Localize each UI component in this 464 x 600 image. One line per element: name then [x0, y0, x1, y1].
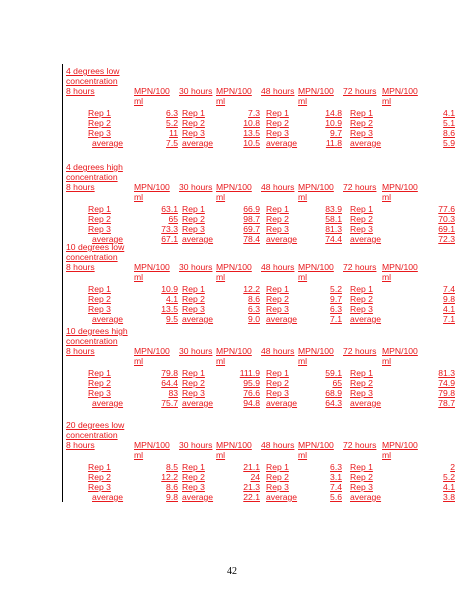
column-header-t8: 8 hours [66, 86, 95, 96]
cell-t48-rep2: 65 [332, 378, 342, 388]
row-label-rep3: Rep 3 [182, 128, 205, 138]
unit-header-bottom: ml [382, 192, 392, 202]
row-label-average: average [92, 138, 124, 148]
row-label-rep3: Rep 3 [182, 304, 205, 314]
row-label-rep1: Rep 1 [88, 284, 111, 294]
cell-t48-rep3: 81.3 [325, 224, 342, 234]
row-label-rep3: Rep 3 [88, 128, 111, 138]
cell-t48-rep3: 68.9 [325, 388, 342, 398]
unit-header-bottom: ml [298, 192, 308, 202]
column-header-t8: 8 hours [66, 440, 95, 450]
cell-t8-rep1: 79.8 [161, 368, 178, 378]
cell-t30-average: 10.5 [243, 138, 260, 148]
unit-header-top: MPN/100 [134, 86, 170, 96]
group-title-line2: concentration [66, 172, 118, 182]
row-label-average: average [182, 234, 214, 244]
unit-header-bottom: ml [298, 96, 308, 106]
cell-t8-rep2: 65 [168, 214, 178, 224]
row-label-rep3: Rep 3 [266, 304, 289, 314]
cell-t72-average: 7.1 [443, 314, 455, 324]
row-label-rep2: Rep 2 [350, 378, 373, 388]
row-label-rep1: Rep 1 [350, 108, 373, 118]
column-header-t30: 30 hours [179, 86, 213, 96]
unit-header-top: MPN/100 [298, 440, 334, 450]
cell-t30-rep1: 21.1 [243, 462, 260, 472]
row-label-average: average [350, 234, 382, 244]
column-header-t72: 72 hours [343, 86, 377, 96]
cell-t8-rep1: 63.1 [161, 204, 178, 214]
row-label-average: average [92, 492, 124, 502]
cell-t8-average: 7.5 [166, 138, 178, 148]
row-label-rep1: Rep 1 [88, 204, 111, 214]
group-title-line1: 20 degrees low [66, 420, 125, 430]
column-header-t30: 30 hours [179, 262, 213, 272]
row-label-rep3: Rep 3 [266, 388, 289, 398]
row-label-rep1: Rep 1 [266, 284, 289, 294]
row-label-rep2: Rep 2 [88, 214, 111, 224]
group-title-line1: 4 degrees high [66, 162, 123, 172]
row-label-average: average [182, 398, 214, 408]
unit-header-top: MPN/100 [298, 86, 334, 96]
cell-t48-average: 7.1 [330, 314, 342, 324]
row-label-rep2: Rep 2 [182, 294, 205, 304]
group-title-line2: concentration [66, 430, 118, 440]
row-label-rep2: Rep 2 [350, 472, 373, 482]
row-label-average: average [350, 138, 382, 148]
column-header-t48: 48 hours [261, 182, 295, 192]
unit-header-bottom: ml [382, 96, 392, 106]
row-label-rep1: Rep 1 [266, 368, 289, 378]
unit-header-top: MPN/100 [216, 86, 252, 96]
cell-t30-rep2: 98.7 [243, 214, 260, 224]
row-label-average: average [266, 314, 298, 324]
row-label-rep3: Rep 3 [350, 388, 373, 398]
cell-t72-rep3: 69.1 [438, 224, 455, 234]
cell-t8-average: 9.5 [166, 314, 178, 324]
column-header-t72: 72 hours [343, 346, 377, 356]
row-label-rep3: Rep 3 [350, 224, 373, 234]
unit-header-bottom: ml [382, 272, 392, 282]
row-label-rep3: Rep 3 [182, 224, 205, 234]
row-label-rep2: Rep 2 [182, 214, 205, 224]
cell-t48-average: 74.4 [325, 234, 342, 244]
row-label-rep1: Rep 1 [182, 108, 205, 118]
group-title-line1: 10 degrees low [66, 242, 125, 252]
column-header-t30: 30 hours [179, 346, 213, 356]
unit-header-top: MPN/100 [382, 182, 418, 192]
unit-header-bottom: ml [298, 272, 308, 282]
row-label-average: average [350, 314, 382, 324]
unit-header-top: MPN/100 [382, 86, 418, 96]
unit-header-top: MPN/100 [298, 346, 334, 356]
row-label-rep1: Rep 1 [350, 368, 373, 378]
unit-header-bottom: ml [134, 450, 144, 460]
cell-t48-rep2: 3.1 [330, 472, 342, 482]
cell-t72-average: 72.3 [438, 234, 455, 244]
cell-t30-rep3: 76.6 [243, 388, 260, 398]
unit-header-bottom: ml [298, 356, 308, 366]
cell-t8-rep2: 12.2 [161, 472, 178, 482]
cell-t8-average: 67.1 [161, 234, 178, 244]
row-label-rep1: Rep 1 [266, 108, 289, 118]
unit-header-bottom: ml [216, 192, 226, 202]
group-title-line1: 10 degrees high [66, 326, 128, 336]
cell-t8-rep2: 5.2 [166, 118, 178, 128]
column-header-t8: 8 hours [66, 262, 95, 272]
cell-t8-average: 75.7 [161, 398, 178, 408]
cell-t48-average: 5.6 [330, 492, 342, 502]
cell-t30-average: 22.1 [243, 492, 260, 502]
page-number: 42 [227, 566, 237, 577]
row-label-average: average [266, 138, 298, 148]
cell-t8-rep1: 10.9 [161, 284, 178, 294]
unit-header-bottom: ml [382, 450, 392, 460]
unit-header-top: MPN/100 [216, 440, 252, 450]
row-label-rep3: Rep 3 [182, 482, 205, 492]
cell-t72-average: 78.7 [438, 398, 455, 408]
cell-t48-rep1: 14.8 [325, 108, 342, 118]
cell-t8-rep3: 11 [169, 128, 178, 138]
cell-t72-rep3: 4.1 [443, 482, 455, 492]
column-header-t8: 8 hours [66, 346, 95, 356]
column-header-t48: 48 hours [261, 346, 295, 356]
row-label-average: average [92, 398, 124, 408]
row-label-rep2: Rep 2 [88, 378, 111, 388]
cell-t72-rep3: 79.8 [438, 388, 455, 398]
row-label-rep3: Rep 3 [350, 304, 373, 314]
column-header-t30: 30 hours [179, 440, 213, 450]
cell-t8-rep3: 73.3 [161, 224, 178, 234]
cell-t72-rep1: 77.6 [438, 204, 455, 214]
unit-header-top: MPN/100 [216, 262, 252, 272]
unit-header-bottom: ml [298, 450, 308, 460]
column-header-t72: 72 hours [343, 262, 377, 272]
unit-header-bottom: ml [134, 192, 144, 202]
unit-header-top: MPN/100 [382, 440, 418, 450]
row-label-rep1: Rep 1 [182, 462, 205, 472]
row-label-average: average [182, 492, 214, 502]
row-label-rep1: Rep 1 [88, 108, 111, 118]
unit-header-top: MPN/100 [382, 262, 418, 272]
row-label-rep3: Rep 3 [350, 482, 373, 492]
cell-t30-rep1: 66.9 [243, 204, 260, 214]
cell-t72-rep1: 7.4 [443, 284, 455, 294]
row-label-average: average [350, 492, 382, 502]
cell-t72-rep1: 2 [450, 462, 455, 472]
cell-t30-rep2: 95.9 [243, 378, 260, 388]
cell-t48-rep1: 59.1 [325, 368, 342, 378]
row-label-rep3: Rep 3 [88, 304, 111, 314]
row-label-rep3: Rep 3 [266, 224, 289, 234]
cell-t30-rep3: 21.3 [243, 482, 260, 492]
column-header-t72: 72 hours [343, 440, 377, 450]
cell-t72-average: 3.8 [443, 492, 455, 502]
unit-header-bottom: ml [134, 356, 144, 366]
group-title-line2: concentration [66, 252, 118, 262]
group-title-line2: concentration [66, 76, 118, 86]
unit-header-top: MPN/100 [134, 346, 170, 356]
row-label-rep1: Rep 1 [350, 462, 373, 472]
unit-header-bottom: ml [216, 450, 226, 460]
unit-header-bottom: ml [216, 96, 226, 106]
unit-header-bottom: ml [216, 356, 226, 366]
cell-t48-rep1: 83.9 [325, 204, 342, 214]
cell-t72-rep2: 70.3 [438, 214, 455, 224]
cell-t30-rep2: 8.6 [248, 294, 260, 304]
cell-t48-rep1: 5.2 [330, 284, 342, 294]
row-label-rep3: Rep 3 [266, 482, 289, 492]
unit-header-top: MPN/100 [134, 440, 170, 450]
column-header-t8: 8 hours [66, 182, 95, 192]
cell-t30-rep1: 7.3 [248, 108, 260, 118]
cell-t8-rep3: 13.5 [161, 304, 178, 314]
cell-t72-rep3: 4.1 [443, 304, 455, 314]
row-label-rep2: Rep 2 [182, 378, 205, 388]
column-header-t48: 48 hours [261, 262, 295, 272]
cell-t72-rep2: 9.8 [443, 294, 455, 304]
unit-header-bottom: ml [134, 96, 144, 106]
group-title-line1: 4 degrees low [66, 66, 120, 76]
cell-t48-rep3: 7.4 [330, 482, 342, 492]
row-label-rep2: Rep 2 [182, 118, 205, 128]
cell-t8-rep3: 83 [168, 388, 178, 398]
row-label-average: average [92, 234, 124, 244]
unit-header-top: MPN/100 [298, 262, 334, 272]
row-label-average: average [92, 314, 124, 324]
row-label-rep2: Rep 2 [266, 378, 289, 388]
row-label-rep2: Rep 2 [266, 214, 289, 224]
left-margin-rule [62, 64, 63, 502]
cell-t30-rep1: 12.2 [243, 284, 260, 294]
unit-header-bottom: ml [382, 356, 392, 366]
row-label-rep3: Rep 3 [88, 224, 111, 234]
cell-t30-average: 78.4 [243, 234, 260, 244]
row-label-rep1: Rep 1 [266, 462, 289, 472]
cell-t72-rep3: 8.6 [443, 128, 455, 138]
unit-header-top: MPN/100 [216, 182, 252, 192]
unit-header-top: MPN/100 [298, 182, 334, 192]
cell-t8-rep2: 64.4 [161, 378, 178, 388]
cell-t30-rep3: 6.3 [248, 304, 260, 314]
row-label-rep2: Rep 2 [88, 118, 111, 128]
cell-t30-average: 9.0 [248, 314, 260, 324]
row-label-rep1: Rep 1 [182, 368, 205, 378]
row-label-rep2: Rep 2 [350, 118, 373, 128]
row-label-average: average [350, 398, 382, 408]
row-label-rep3: Rep 3 [350, 128, 373, 138]
cell-t72-rep2: 5.2 [443, 472, 455, 482]
column-header-t72: 72 hours [343, 182, 377, 192]
unit-header-top: MPN/100 [382, 346, 418, 356]
cell-t48-rep2: 58.1 [325, 214, 342, 224]
unit-header-bottom: ml [216, 272, 226, 282]
row-label-rep1: Rep 1 [350, 284, 373, 294]
cell-t8-rep1: 8.5 [166, 462, 178, 472]
row-label-rep2: Rep 2 [88, 472, 111, 482]
cell-t48-rep2: 9.7 [330, 294, 342, 304]
cell-t30-rep1: 111.9 [239, 368, 260, 378]
row-label-rep3: Rep 3 [182, 388, 205, 398]
column-header-t30: 30 hours [179, 182, 213, 192]
row-label-rep2: Rep 2 [266, 472, 289, 482]
cell-t8-rep3: 8.6 [166, 482, 178, 492]
cell-t72-rep2: 74.9 [438, 378, 455, 388]
cell-t8-rep1: 6.3 [166, 108, 178, 118]
unit-header-top: MPN/100 [134, 262, 170, 272]
row-label-rep1: Rep 1 [88, 462, 111, 472]
group-title-line2: concentration [66, 336, 118, 346]
row-label-rep1: Rep 1 [182, 204, 205, 214]
cell-t48-average: 64.3 [325, 398, 342, 408]
cell-t30-average: 94.8 [243, 398, 260, 408]
cell-t72-average: 5.9 [443, 138, 455, 148]
cell-t30-rep3: 13.5 [243, 128, 260, 138]
row-label-rep2: Rep 2 [88, 294, 111, 304]
unit-header-bottom: ml [134, 272, 144, 282]
row-label-average: average [266, 398, 298, 408]
row-label-rep1: Rep 1 [182, 284, 205, 294]
cell-t72-rep2: 5.1 [443, 118, 455, 128]
row-label-average: average [266, 234, 298, 244]
cell-t48-rep3: 9.7 [330, 128, 342, 138]
row-label-rep3: Rep 3 [88, 388, 111, 398]
row-label-rep1: Rep 1 [266, 204, 289, 214]
cell-t72-rep1: 4.1 [443, 108, 455, 118]
row-label-rep2: Rep 2 [182, 472, 205, 482]
row-label-rep1: Rep 1 [350, 204, 373, 214]
row-label-rep3: Rep 3 [266, 128, 289, 138]
cell-t30-rep2: 10.8 [243, 118, 260, 128]
row-label-average: average [182, 138, 214, 148]
row-label-rep2: Rep 2 [350, 294, 373, 304]
cell-t48-rep3: 6.3 [330, 304, 342, 314]
row-label-rep2: Rep 2 [350, 214, 373, 224]
row-label-rep3: Rep 3 [88, 482, 111, 492]
unit-header-top: MPN/100 [216, 346, 252, 356]
row-label-rep1: Rep 1 [88, 368, 111, 378]
cell-t48-average: 11.8 [325, 138, 342, 148]
row-label-average: average [266, 492, 298, 502]
cell-t8-average: 9.8 [166, 492, 178, 502]
cell-t8-rep2: 4.1 [166, 294, 178, 304]
column-header-t48: 48 hours [261, 86, 295, 96]
cell-t30-rep2: 24 [250, 472, 260, 482]
column-header-t48: 48 hours [261, 440, 295, 450]
cell-t48-rep2: 10.9 [325, 118, 342, 128]
row-label-average: average [182, 314, 214, 324]
cell-t48-rep1: 6.3 [330, 462, 342, 472]
cell-t72-rep1: 81.3 [438, 368, 455, 378]
row-label-rep2: Rep 2 [266, 118, 289, 128]
unit-header-top: MPN/100 [134, 182, 170, 192]
row-label-rep2: Rep 2 [266, 294, 289, 304]
cell-t30-rep3: 69.7 [243, 224, 260, 234]
